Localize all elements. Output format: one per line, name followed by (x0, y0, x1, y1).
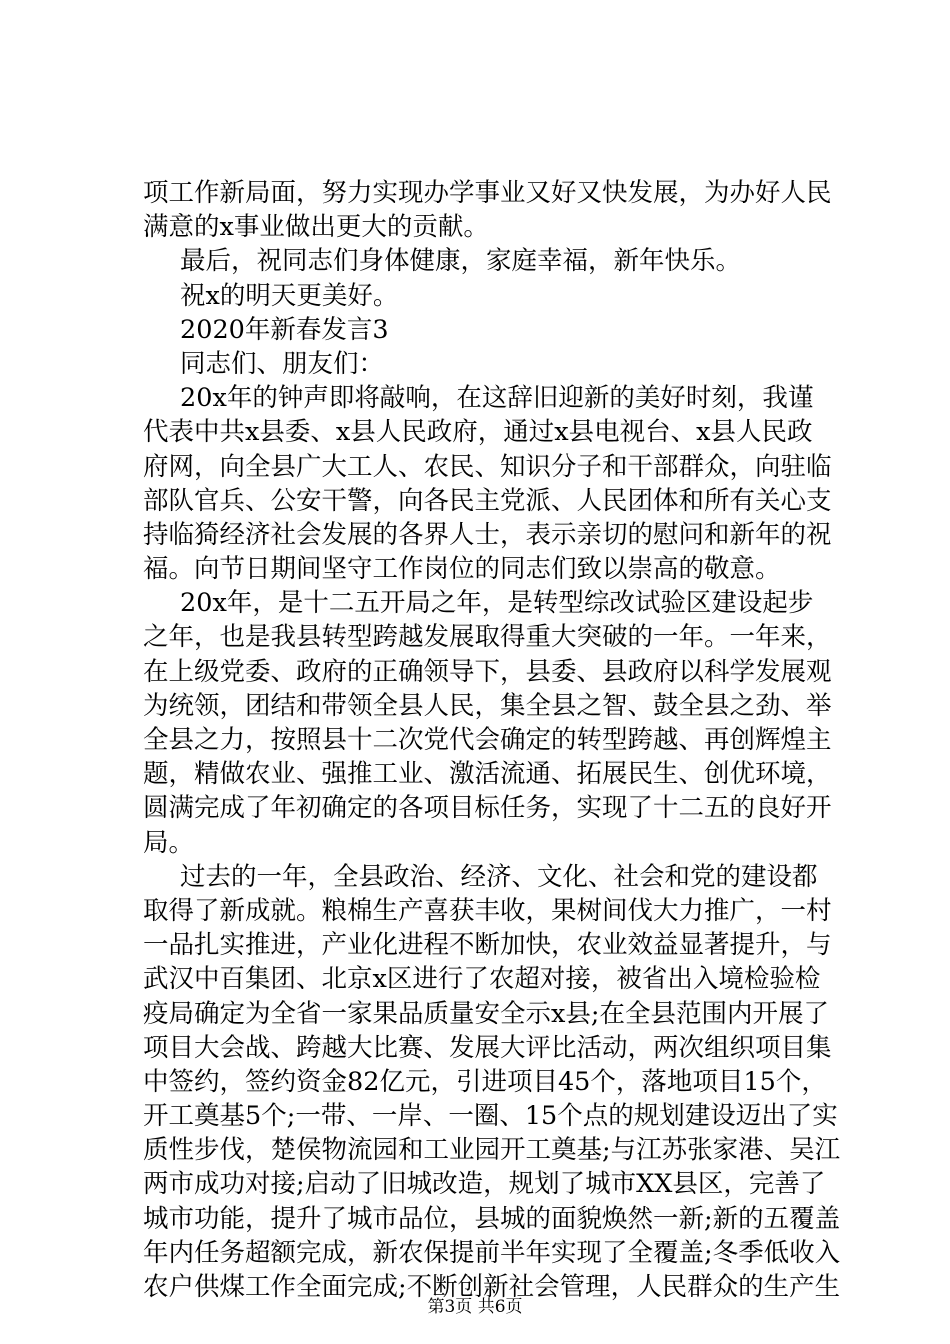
text-line: 部队官兵、公安干警，向各民主党派、人民团体和所有关心支 (143, 485, 832, 516)
text-line: 在上级党委、政府的正确领导下，县委、县政府以科学发展观 (143, 656, 832, 687)
text-line: 过去的一年，全县政治、经济、文化、社会和党的建设都 (180, 861, 818, 892)
page-number-footer: 第3页 共6页 (427, 1297, 523, 1317)
text-line: 城市功能，提升了城市品位，县城的面貌焕然一新;新的五覆盖 (143, 1203, 841, 1234)
salutation: 同志们、朋友们： (180, 348, 385, 379)
text-line: 局。 (143, 827, 195, 858)
text-line: 两市成功对接;启动了旧城改造，规划了城市XX县区，完善了 (143, 1169, 826, 1200)
text-line: 为统领，团结和带领全县人民，集全县之智、鼓全县之劲、举 (143, 690, 832, 721)
text-line: 之年，也是我县转型跨越发展取得重大突破的一年。一年来， (143, 622, 832, 653)
text-line: 福。向节日期间坚守工作岗位的同志们致以崇高的敬意。 (143, 554, 781, 585)
text-line: 最后，祝同志们身体健康，家庭幸福，新年快乐。 (180, 246, 742, 277)
document-body (143, 176, 841, 1304)
text-line: 农户供煤工作全面完成;不断创新社会管理，人民群众的生产生 (143, 1272, 841, 1302)
text-line: 开工奠基5个;一带、一岸、一圈、15个点的规划建设迈出了实 (143, 1101, 838, 1132)
text-line: 年内任务超额完成，新农保提前半年实现了全覆盖;冬季低收入 (143, 1237, 841, 1268)
text-line: 祝x的明天更美好。 (180, 280, 399, 311)
text-line: 项工作新局面，努力实现办学事业又好又快发展，为办好人民 (143, 178, 832, 208)
text-line: 府网，向全县广大工人、农民、知识分子和干部群众，向驻临 (143, 451, 832, 482)
text-line: 中签约，签约资金82亿元，引进项目45个，落地项目15个， (143, 1066, 827, 1097)
text-line: 代表中共x县委、x县人民政府，通过x县电视台、x县人民政 (143, 417, 813, 448)
text-line: 20x年的钟声即将敲响，在这辞旧迎新的美好时刻，我谨 (180, 383, 814, 414)
section-heading: 2020年新春发言3 (180, 314, 389, 345)
text-line: 题，精做农业、强推工业、激活流通、拓展民生、创优环境， (143, 759, 832, 790)
text-line: 持临猗经济社会发展的各界人士，表示亲切的慰问和新年的祝 (143, 519, 832, 550)
text-line: 满意的x事业做出更大的贡献。 (143, 212, 489, 243)
text-line: 武汉中百集团、北京x区进行了农超对接，被省出入境检验检 (143, 964, 821, 995)
text-line: 项目大会战、跨越大比赛、发展大评比活动，两次组织项目集 (143, 1032, 832, 1063)
text-line: 20x年，是十二五开局之年，是转型综改试验区建设起步 (180, 588, 814, 619)
text-line: 圆满完成了年初确定的各项目标任务，实现了十二五的良好开 (143, 793, 832, 824)
text-line: 一品扎实推进，产业化进程不断加快，农业效益显著提升，与 (143, 930, 832, 961)
text-line: 全县之力，按照县十二次党代会确定的转型跨越、再创辉煌主 (143, 725, 832, 755)
text-line: 取得了新成就。粮棉生产喜获丰收，果树间伐大力推广，一村 (143, 895, 832, 926)
text-line: 质性步伐，楚侯物流园和工业园开工奠基;与江苏张家港、吴江 (143, 1135, 841, 1166)
text-line: 疫局确定为全省一家果品质量安全示x县;在全县范围内开展了 (143, 998, 829, 1029)
